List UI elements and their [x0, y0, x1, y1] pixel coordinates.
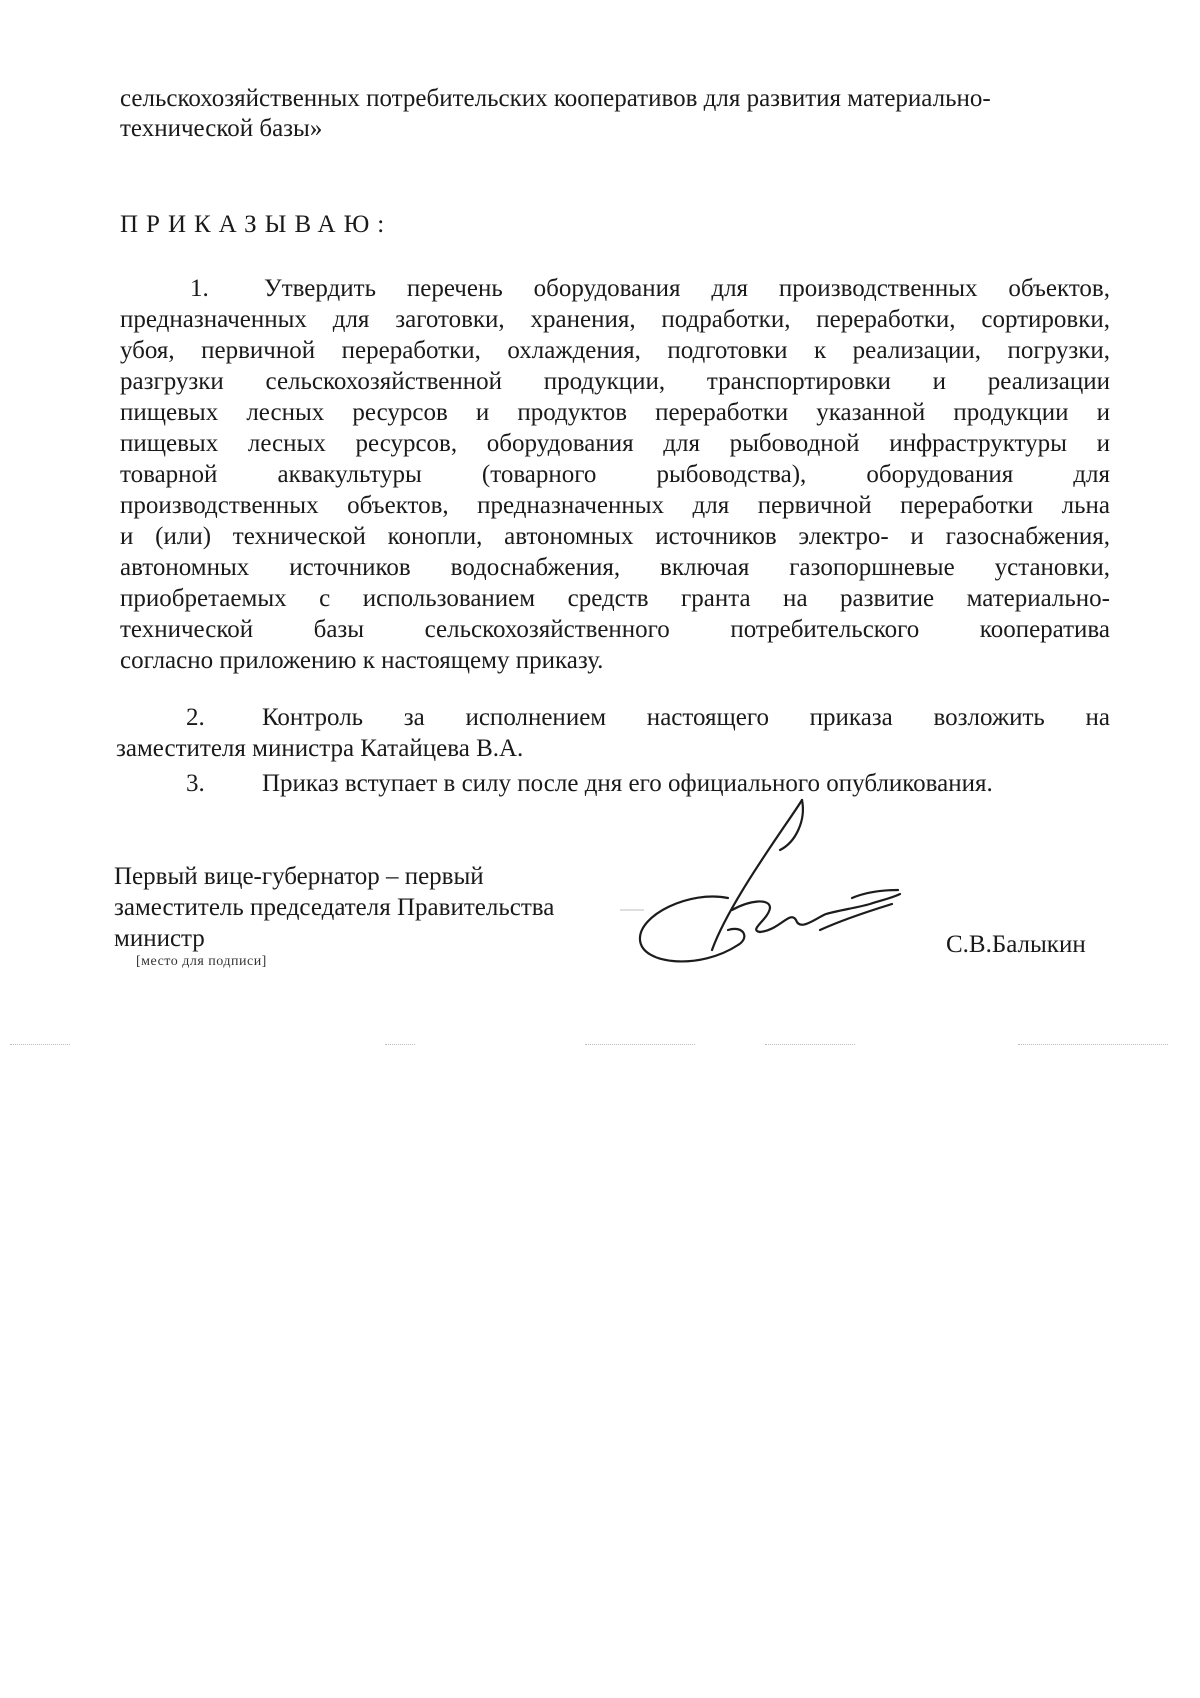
scan-artifact-line	[385, 1044, 415, 1047]
scan-artifact-line	[1018, 1044, 1168, 1047]
item-1-line: пищевых лесных ресурсов, оборудования для рыбоводной инфраструктуры и	[120, 430, 1110, 457]
item-1-line: и (или) технической конопли, автономных источников электро- и газоснабжения,	[120, 523, 1110, 550]
intro-line-2: технической базы»	[120, 115, 323, 142]
item-2-line: Контроль за исполнением настоящего приказа возложить на	[262, 704, 1110, 731]
scan-artifact-line	[765, 1044, 855, 1047]
signatory-position-line-3: министр	[114, 925, 205, 952]
item-3-line: Приказ вступает в силу после дня его официального опубликования.	[262, 770, 993, 797]
item-1-line: пищевых лесных ресурсов и продуктов переработки указанной продукции и	[120, 399, 1110, 426]
item-2-line: заместителя министра Катайцева В.А.	[116, 735, 524, 762]
item-1-line: технической базы сельскохозяйственного потребительского кооператива	[120, 616, 1110, 643]
signatory-position-line-1: Первый вице-губернатор – первый	[114, 863, 484, 890]
signature-placeholder: [место для подписи]	[136, 954, 267, 969]
intro-line-1: сельскохозяйственных потребительских кооперативов для развития материально-	[120, 85, 991, 112]
item-1-line: автономных источников водоснабжения, включая газопоршневые установки,	[120, 554, 1110, 581]
scan-artifact-line	[585, 1044, 695, 1047]
item-3-number: 3.	[186, 770, 205, 797]
signatory-position-line-2: заместитель председателя Правительства	[114, 894, 555, 921]
item-1-line: производственных объектов, предназначенных для первичной переработки льна	[120, 492, 1110, 519]
item-1-line: приобретаемых с использованием средств гранта на развитие материально-	[120, 585, 1110, 612]
signatory-name: С.В.Балыкин	[946, 931, 1086, 958]
item-1-line: предназначенных для заготовки, хранения, подработки, переработки, сортировки,	[120, 306, 1110, 333]
scan-artifact-line	[10, 1044, 70, 1047]
item-2-number: 2.	[186, 704, 205, 731]
item-1-line: Утвердить перечень оборудования для производственных объектов,	[264, 275, 1110, 302]
item-1-line: разгрузки сельскохозяйственной продукции, транспортировки и реализации	[120, 368, 1110, 395]
item-1-line: товарной аквакультуры (товарного рыбоводства), оборудования для	[120, 461, 1110, 488]
item-1-line: убоя, первичной переработки, охлаждения, подготовки к реализации, погрузки,	[120, 337, 1110, 364]
item-1-number: 1.	[190, 275, 209, 302]
item-1-line: согласно приложению к настоящему приказу.	[120, 647, 604, 674]
handwritten-signature	[620, 780, 920, 980]
order-heading: ПРИКАЗЫВАЮ:	[120, 211, 393, 238]
